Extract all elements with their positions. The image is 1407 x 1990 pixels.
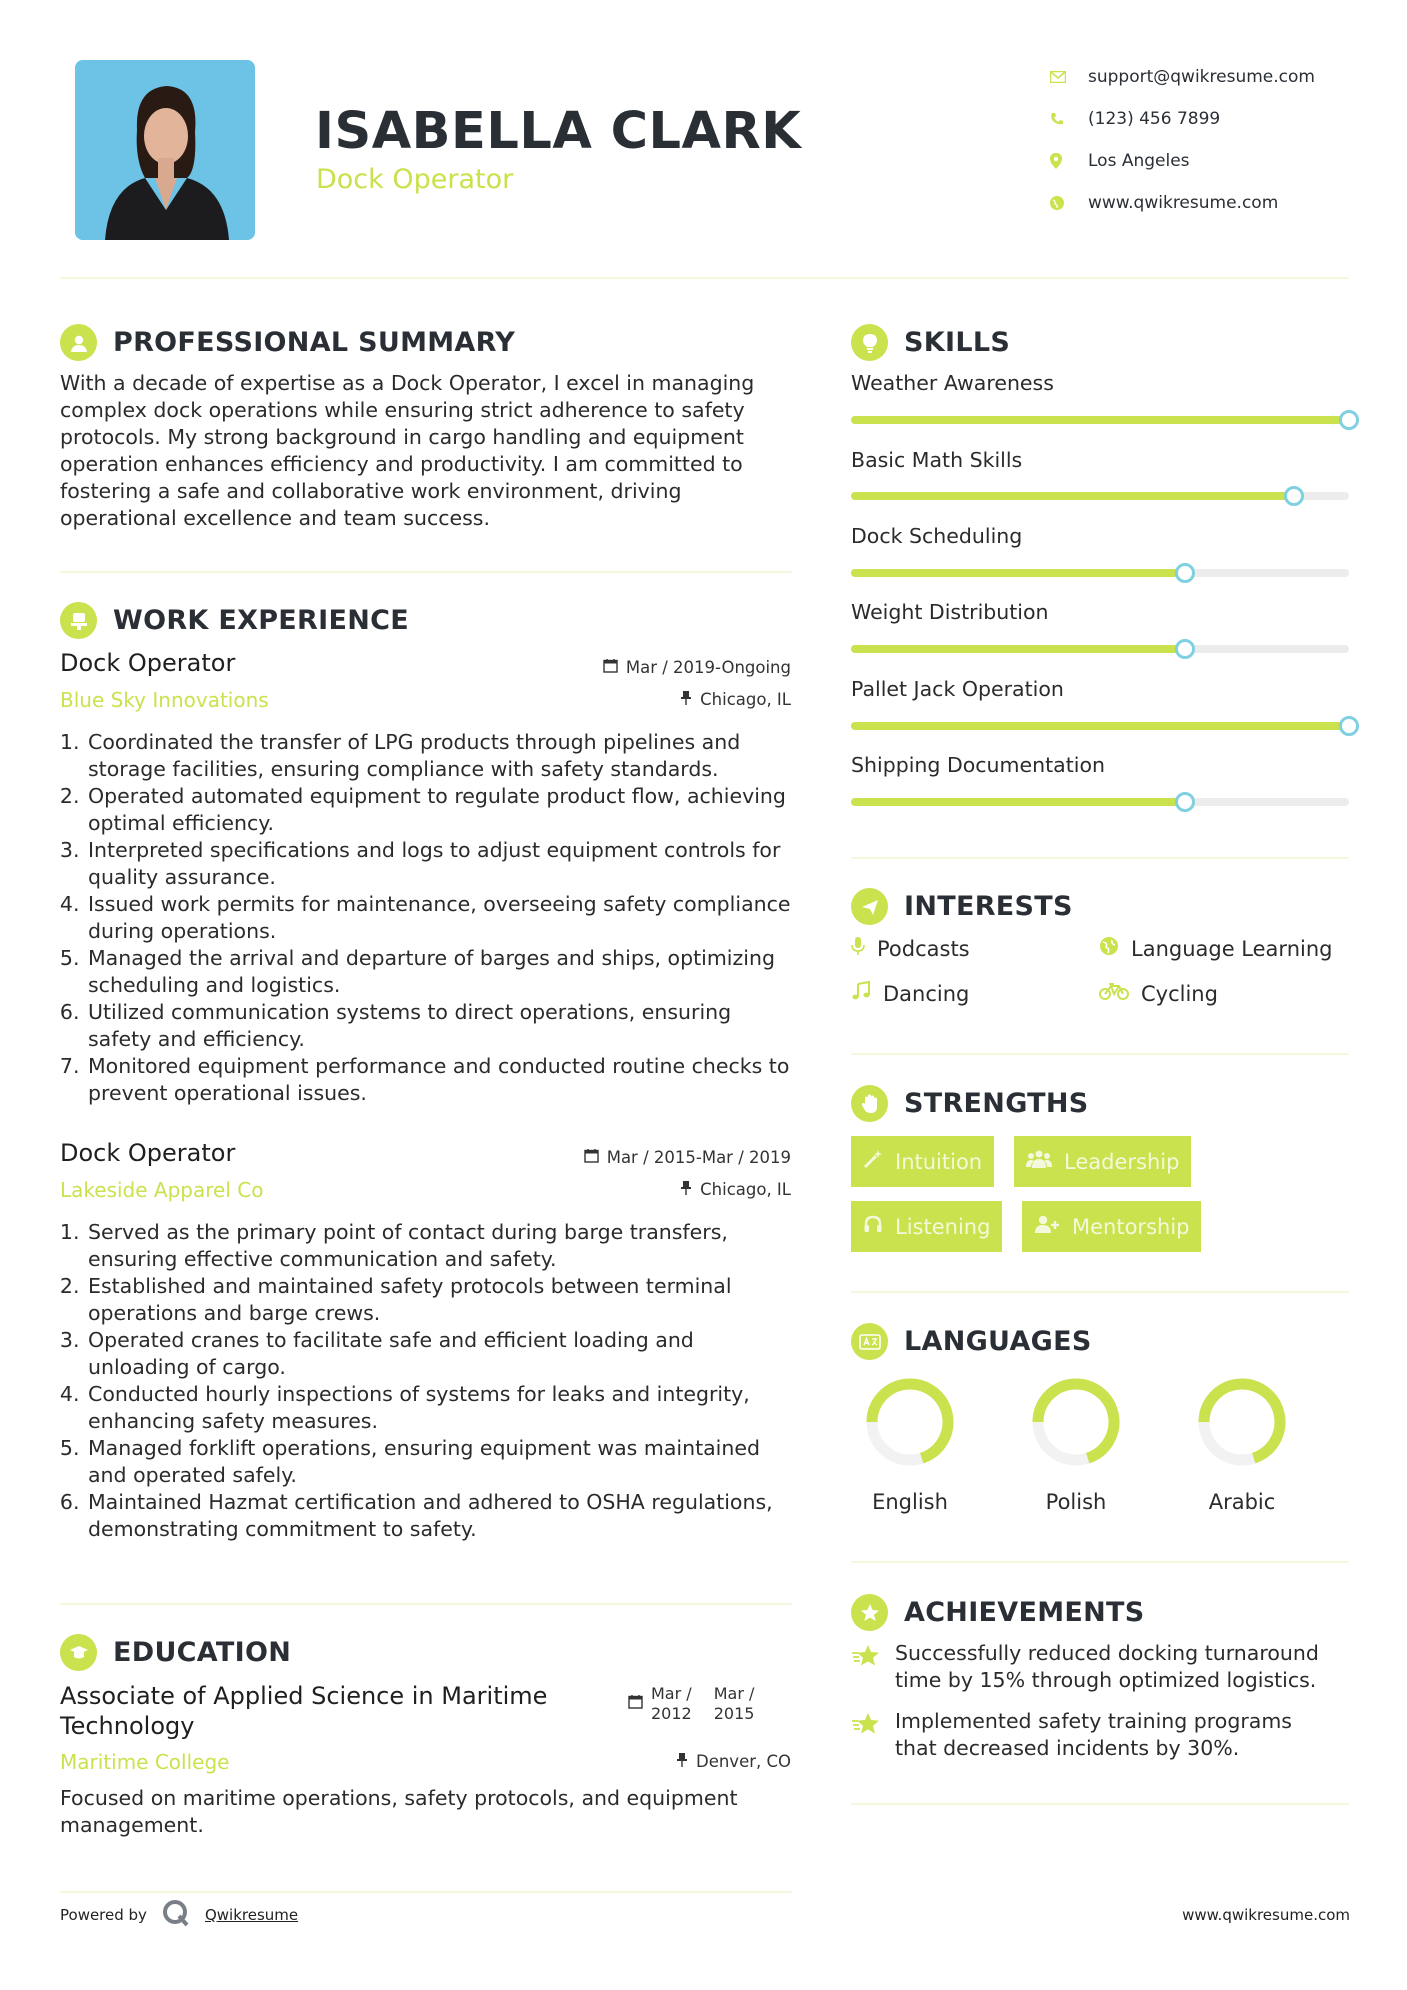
list-item: 6. Utilized communication systems to direct operations, ensuring safety and efficiency. bbox=[86, 999, 800, 1053]
interest-item bbox=[1099, 936, 1332, 961]
strength-chip bbox=[1022, 1201, 1201, 1252]
interest-item bbox=[851, 936, 970, 961]
list-item: 7. Monitored equipment performance and conducted routine checks to prevent operational issues. bbox=[86, 1053, 800, 1107]
contact-location bbox=[1050, 140, 1380, 182]
candidate-role: Dock Operator bbox=[316, 164, 514, 195]
skill-bar-knob bbox=[1339, 716, 1359, 736]
language-item bbox=[1172, 1372, 1312, 1514]
microphone-icon bbox=[851, 936, 865, 961]
job-location-text: Chicago, IL bbox=[700, 690, 791, 709]
list-item: 5. Managed forklift operations, ensuring equipment was maintained and operated safely. bbox=[86, 1435, 800, 1489]
job-company: Blue Sky Innovations bbox=[60, 688, 269, 712]
profile-photo bbox=[75, 60, 255, 240]
education-dates bbox=[628, 1684, 754, 1724]
headphones-icon bbox=[863, 1214, 883, 1239]
music-note-icon bbox=[851, 981, 871, 1006]
interest-item bbox=[851, 981, 969, 1006]
education-title: EDUCATION bbox=[113, 1637, 292, 1668]
skill-bar bbox=[851, 492, 1349, 500]
degree-line: Associate of Applied Science in Maritime bbox=[60, 1682, 548, 1710]
section-divider bbox=[851, 1291, 1349, 1293]
star-icon bbox=[851, 1712, 881, 1762]
list-item: 5. Managed the arrival and departure of barges and ships, optimizing scheduling and logistics. bbox=[86, 945, 800, 999]
list-item: 4. Conducted hourly inspections of systems for leaks and integrity, enhancing safety measures. bbox=[86, 1381, 800, 1435]
skills-heading bbox=[851, 324, 1010, 361]
strength-chip bbox=[851, 1201, 1002, 1252]
interests-heading bbox=[851, 888, 1073, 925]
language-ring bbox=[860, 1372, 960, 1472]
job-bullets bbox=[55, 729, 800, 1107]
language-label: English bbox=[872, 1490, 948, 1514]
calendar-icon bbox=[603, 658, 618, 677]
contact-website-text: www.qwikresume.com bbox=[1088, 193, 1279, 213]
list-item: 2. Established and maintained safety protocols between terminal operations and barge crews. bbox=[86, 1273, 800, 1327]
work-heading bbox=[60, 602, 409, 639]
education-location bbox=[676, 1752, 791, 1771]
contact-website[interactable] bbox=[1050, 182, 1380, 224]
strength-label: Mentorship bbox=[1072, 1214, 1190, 1239]
achievement-item bbox=[851, 1640, 1361, 1694]
translate-icon bbox=[851, 1323, 888, 1360]
hand-icon bbox=[851, 1085, 888, 1122]
education-desc-line: management. bbox=[60, 1813, 204, 1837]
contact-location-text: Los Angeles bbox=[1088, 151, 1190, 171]
calendar-icon bbox=[628, 1694, 643, 1714]
summary-line: protocols. My strong background in cargo handling and equipment bbox=[60, 425, 744, 449]
contact-email-text: support@qwikresume.com bbox=[1088, 67, 1315, 87]
user-icon bbox=[60, 324, 97, 361]
skill-bar-fill bbox=[851, 492, 1294, 500]
job-date-text: Mar / 2015-Mar / 2019 bbox=[606, 1148, 791, 1167]
skill-name: Pallet Jack Operation bbox=[851, 677, 1064, 701]
bicycle-icon bbox=[1099, 981, 1129, 1006]
language-ring bbox=[1026, 1372, 1126, 1472]
section-divider bbox=[60, 571, 792, 573]
job-title: Dock Operator bbox=[60, 649, 236, 677]
achievement-line: Successfully reduced docking turnaround bbox=[895, 1641, 1319, 1665]
contact-list bbox=[1050, 56, 1380, 224]
achievement-line: time by 15% through optimized logistics. bbox=[895, 1668, 1317, 1692]
achievement-line: Implemented safety training programs bbox=[895, 1709, 1292, 1733]
job-company: Lakeside Apparel Co bbox=[60, 1178, 264, 1202]
star-icon bbox=[851, 1644, 881, 1694]
briefcase-icon bbox=[60, 602, 97, 639]
section-divider bbox=[851, 1053, 1349, 1055]
strength-label: Intuition bbox=[895, 1149, 983, 1174]
education-end-line: 2015 bbox=[713, 1704, 755, 1723]
achievement-text bbox=[895, 1640, 1319, 1694]
pin-icon bbox=[676, 1752, 688, 1771]
job-date-text: Mar / 2019-Ongoing bbox=[625, 658, 791, 677]
skill-bar bbox=[851, 722, 1349, 730]
achievement-item bbox=[851, 1708, 1361, 1762]
degree-title bbox=[60, 1681, 547, 1741]
skill-bar bbox=[851, 416, 1349, 424]
achievements-heading bbox=[851, 1594, 1145, 1631]
skill-bar-fill bbox=[851, 416, 1349, 424]
language-label: Polish bbox=[1045, 1490, 1107, 1514]
job-date bbox=[584, 1148, 791, 1167]
education-start bbox=[651, 1684, 692, 1724]
summary-line: operational excellence and team success. bbox=[60, 506, 490, 530]
candidate-name: ISABELLA CLARK bbox=[315, 102, 802, 161]
strengths-title: STRENGTHS bbox=[904, 1088, 1089, 1119]
footer-website[interactable]: www.qwikresume.com bbox=[1182, 1906, 1350, 1924]
interest-item bbox=[1099, 981, 1218, 1006]
group-icon bbox=[1026, 1149, 1052, 1174]
powered-by-label: Powered by bbox=[60, 1906, 147, 1924]
skill-bar bbox=[851, 798, 1349, 806]
interest-label: Dancing bbox=[883, 981, 970, 1006]
skill-bar-knob bbox=[1175, 639, 1195, 659]
contact-phone[interactable] bbox=[1050, 98, 1380, 140]
language-label: Arabic bbox=[1208, 1490, 1276, 1514]
pin-icon bbox=[680, 690, 692, 709]
globe-icon bbox=[1050, 196, 1088, 210]
education-start-line: 2012 bbox=[651, 1704, 692, 1723]
graduation-icon bbox=[60, 1634, 97, 1671]
job-bullets bbox=[55, 1219, 800, 1543]
language-item bbox=[840, 1372, 980, 1514]
globe-icon bbox=[1099, 936, 1119, 961]
education-start-line: Mar / bbox=[651, 1684, 692, 1703]
list-item: 2. Operated automated equipment to regulate product flow, achieving optimal efficiency. bbox=[86, 783, 800, 837]
email-icon bbox=[1050, 71, 1088, 83]
summary-line: operation enhances efficiency and productivity. I am committed to bbox=[60, 452, 743, 476]
skill-name: Weather Awareness bbox=[851, 371, 1054, 395]
skill-bar-fill bbox=[851, 798, 1185, 806]
summary-line: With a decade of expertise as a Dock Operator, I excel in managing bbox=[60, 371, 755, 395]
strength-label: Listening bbox=[895, 1214, 991, 1239]
job-date bbox=[603, 658, 791, 677]
skill-bar-fill bbox=[851, 645, 1185, 653]
school-name: Maritime College bbox=[60, 1750, 230, 1774]
skill-name: Dock Scheduling bbox=[851, 524, 1023, 548]
interest-label: Podcasts bbox=[877, 936, 970, 961]
summary-line: fostering a safe and collaborative work environment, driving bbox=[60, 479, 682, 503]
summary-line: complex dock operations while ensuring strict adherence to safety bbox=[60, 398, 745, 422]
strength-label: Leadership bbox=[1064, 1149, 1180, 1174]
job-location-text: Chicago, IL bbox=[700, 1180, 791, 1199]
contact-email[interactable] bbox=[1050, 56, 1380, 98]
skill-bar-fill bbox=[851, 569, 1185, 577]
qwikresume-logo-icon bbox=[161, 1898, 191, 1932]
lightbulb-icon bbox=[851, 324, 888, 361]
section-divider bbox=[60, 1603, 792, 1605]
location-icon bbox=[1050, 153, 1088, 169]
job-location bbox=[680, 690, 791, 709]
list-item: 6. Maintained Hazmat certification and adhered to OSHA regulations, demonstrating commitment to safety. bbox=[86, 1489, 800, 1543]
strength-chip bbox=[1014, 1136, 1191, 1187]
language-item bbox=[1006, 1372, 1146, 1514]
achievements-title: ACHIEVEMENTS bbox=[904, 1597, 1145, 1628]
magic-wand-icon bbox=[863, 1149, 883, 1174]
achievement-text bbox=[895, 1708, 1292, 1762]
header-divider bbox=[60, 277, 1349, 279]
footer-powered-by bbox=[60, 1898, 298, 1932]
skill-bar-knob bbox=[1339, 410, 1359, 430]
interest-label: Language Learning bbox=[1131, 936, 1333, 961]
languages-heading bbox=[851, 1323, 1092, 1360]
skills-title: SKILLS bbox=[904, 327, 1011, 358]
list-item: 3. Interpreted specifications and logs to adjust equipment controls for quality assurance. bbox=[86, 837, 800, 891]
section-divider bbox=[851, 857, 1349, 859]
strengths-heading bbox=[851, 1085, 1089, 1122]
list-item: 1. Coordinated the transfer of LPG products through pipelines and storage facilities, ensuring compliance with safety standards. bbox=[86, 729, 800, 783]
education-end bbox=[714, 1684, 755, 1724]
interests-title: INTERESTS bbox=[904, 891, 1073, 922]
contact-phone-text: (123) 456 7899 bbox=[1088, 109, 1221, 129]
strength-chip bbox=[851, 1136, 994, 1187]
section-divider bbox=[851, 1803, 1349, 1805]
skill-name: Weight Distribution bbox=[851, 600, 1049, 624]
education-desc-line: Focused on maritime operations, safety protocols, and equipment bbox=[60, 1786, 738, 1810]
section-divider bbox=[60, 1891, 792, 1893]
calendar-icon bbox=[584, 1148, 599, 1167]
list-item: 4. Issued work permits for maintenance, overseeing safety compliance during operations. bbox=[86, 891, 800, 945]
degree-line: Technology bbox=[60, 1712, 195, 1740]
qwikresume-link[interactable]: Qwikresume bbox=[204, 1906, 299, 1924]
add-user-icon bbox=[1034, 1214, 1060, 1239]
skill-bar-knob bbox=[1175, 792, 1195, 812]
education-description bbox=[60, 1785, 800, 1839]
summary-title: PROFESSIONAL SUMMARY bbox=[113, 327, 516, 358]
skill-name: Shipping Documentation bbox=[851, 753, 1105, 777]
job-location bbox=[680, 1180, 791, 1199]
achievement-line: that decreased incidents by 30%. bbox=[895, 1736, 1240, 1760]
person-photo-icon bbox=[75, 60, 255, 240]
list-item: 3. Operated cranes to facilitate safe and efficient loading and unloading of cargo. bbox=[86, 1327, 800, 1381]
trophy-star-icon bbox=[851, 1594, 888, 1631]
list-item: 1. Served as the primary point of contact during barge transfers, ensuring effective communication and safety. bbox=[86, 1219, 800, 1273]
job-title: Dock Operator bbox=[60, 1139, 236, 1167]
skill-bar bbox=[851, 569, 1349, 577]
skill-bar-knob bbox=[1284, 486, 1304, 506]
skill-bar-fill bbox=[851, 722, 1349, 730]
interest-label: Cycling bbox=[1141, 981, 1218, 1006]
summary-text bbox=[60, 370, 800, 532]
education-end-line: Mar / bbox=[713, 1684, 755, 1703]
paper-plane-icon bbox=[851, 888, 888, 925]
pin-icon bbox=[680, 1180, 692, 1199]
skill-bar-knob bbox=[1175, 563, 1195, 583]
languages-title: LANGUAGES bbox=[904, 1326, 1092, 1357]
education-heading bbox=[60, 1634, 291, 1671]
skill-bar bbox=[851, 645, 1349, 653]
phone-icon bbox=[1050, 112, 1088, 126]
language-ring bbox=[1192, 1372, 1292, 1472]
summary-heading bbox=[60, 324, 515, 361]
education-location-text: Denver, CO bbox=[695, 1752, 791, 1771]
work-title: WORK EXPERIENCE bbox=[113, 605, 409, 636]
skill-name: Basic Math Skills bbox=[851, 448, 1023, 472]
section-divider bbox=[851, 1561, 1349, 1563]
